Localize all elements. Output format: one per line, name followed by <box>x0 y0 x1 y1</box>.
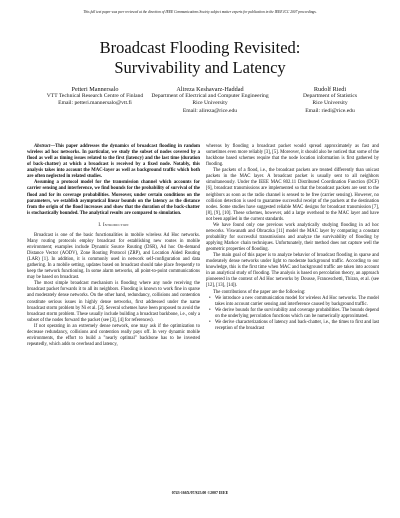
copyright-footer: 0743-166X/07/$25.00 ©2007 IEEE <box>171 491 229 495</box>
author-block <box>270 86 390 115</box>
author-affiliation: Department of Electrical and Computer Engineering <box>151 93 269 100</box>
abstract-label: Abstract <box>34 144 51 149</box>
abstract-text: —This paper addresses the dynamics of broadcast flooding in random wireless ad hoc networks. In particular, we study the subset of nodes covered by a flood as well as timing issues related to the first (latency) and the last time (duration of back-chatter) at which a broadcast is received by a fixed node. Notably, this analysis takes into account the MAC-layer as well as background traffic which both are often neglected in related studies. <box>27 144 200 180</box>
author-affiliation: VTT Technical Research Centre of Finland <box>46 93 144 100</box>
author-block <box>40 86 150 108</box>
body-paragraph: whereas by flooding a broadcast packet would spread approximately as fast and sometimes even more reliably [3], [5]. Moreover, it should also be noticed that some of the backbone based schemes require that the node location information is first gathered by flooding. <box>206 144 379 168</box>
left-column <box>27 144 200 348</box>
list-item: • We introduce a new communication model for wireless Ad Hoc networks. The model takes into account carrier sensing and interference caused by background traffic. <box>206 296 379 308</box>
peer-review-note: This full text paper was peer reviewed at the direction of IEEE Communications Society subject matter experts for publication in the IEEE ICC 2007 proceedings. <box>83 10 317 14</box>
author-email: Email: alireza@rice.edu <box>182 107 238 114</box>
body-paragraph: The most simple broadcast mechanism is flooding where any node receiving the broadcast packet forwards it to all its neighbors. Flooding is known to work fine in sparse and moderately dense networks. On the other hand, redundancy, collisions and contention constitute serious issues in highly dense networks, first addressed under the name broadcast storm problem by Ni et al. [2]. Several schemes have been proposed to avoid the broadcast storm problem. These usually include building a broadcast backbone, i.e., only a subset of the nodes forward the packet (see [3], [4] for references). <box>27 281 200 323</box>
body-paragraph: If not operating in an extremely dense network, one may ask if the optimization to decrease redundancy, collisions and contention really pays off. In very dynamic mobile environments, the effort to build a "nearly optimal" backbone has to be invested repeatedly, which adds to overhead and latency, <box>27 323 200 347</box>
author-name: Alireza Keshavarz-Haddad <box>176 86 244 93</box>
body-paragraph: We have found only one previous work analytically studying flooding in ad hoc networks. Viswanath and Obraczka [11] model the MAC layer by computing a constant probability for successful transmissions and analyze the survivability of flooding by applying Markov chain techniques. Unfortunately, their method does not capture well the geometric properties of flooding. <box>206 222 379 253</box>
contributions-list <box>206 296 379 332</box>
author-email: Email: petteri.mannersalo@vtt.fi <box>58 100 132 107</box>
author-block <box>150 86 270 115</box>
author-email: Email: riedi@rice.edu <box>305 107 355 114</box>
body-paragraph: The main goal of this paper is to analyze behavior of broadcast flooding in sparse and moderately dense networks under light to moderate background traffic. According to our knowledge, this is the first time when MAC and background traffic are taken into account in an analytical study of flooding. The analysis is based on percolation theory, an approach pioneered in the context of Ad Hoc networks by Dousse, Franceschetti, Thiran, et al. (see [12], [13], [14]). <box>206 253 379 289</box>
title-line: Survivability and Latency <box>114 58 286 77</box>
body-paragraph: Broadcast is one of the basic functionalities in mobile wireless Ad Hoc networks. Many routing protocols employ broadcast for establishing new routes in mobile environment; examples include Dynamic Source Routing (DSR), Ad hoc On-demand Distance Vector (AODV), Zone Routing Protocol (ZRP), and Location Aided Routing (LAR) [1]. In addition, it is commonly used in network self-configuration and data gathering. In a mobile setting, updates based on broadcast should take place frequently to keep the network functioning. In some alarm networks, all point-to-point communications may be based on broadcast. <box>27 232 200 281</box>
list-item: • We derive characterizations of latency and back-chatter, i.e., the times to first and last reception of the broadcast <box>206 320 379 332</box>
title-line: Broadcast Flooding Revisited: <box>99 38 301 57</box>
abstract <box>27 144 200 180</box>
author-name: Petteri Mannersalo <box>71 86 119 93</box>
body-paragraph: The contributions of the paper are the following: <box>213 289 306 295</box>
abstract-paragraph-2: Assuming a protocol model for the transmission channel which accounts for carrier sensing and interference, we find bounds for the probability of survival of the flood and for its coverage probabilities. Moreover, under certain conditions on the parameters, we establish asymptotical linear bounds on the latency as the distance from the origin of the flood increases and show that the duration of the back-chatter is stochastically bounded. The analytical results are compared to simulation. <box>27 180 200 216</box>
body-paragraph: The packets of a flood, i.e., the broadcast packets are treated differently than unicast packets in the MAC layer. A broadcast packet is usually sent to all neighbors simultaneously. Under the IEEE MAC 802.11 Distributed Coordination Function (DCF) [6], broadcast transmissions are implemented so that the broadcast packets are sent to the neighbors as soon as the radio channel is sensed to be free (carrier sensing). However, no collision detection is used to guarantee successful receipt of the packets at the destination nodes. Some studies have suggested reliable MAC designs for broadcast transmission [7], [8], [9], [10]. These schemes, however, add a large overhead to the MAC layer and have not been applied in the current standards. <box>206 168 379 222</box>
right-column <box>206 144 379 332</box>
author-affiliation: Department of Statistics <box>302 93 358 100</box>
author-affiliation-2: Rice University <box>312 100 348 107</box>
section-heading-introduction: I. Introduction <box>98 222 129 228</box>
list-item: • We derive bounds for the survivability and coverage probabilities. The bounds depend on the underlying percolation functions which can be numerically approximated. <box>206 308 379 320</box>
page-title <box>0 38 400 78</box>
author-name: Rudolf Riedi <box>313 86 347 93</box>
author-affiliation-2: Rice University <box>192 100 228 107</box>
